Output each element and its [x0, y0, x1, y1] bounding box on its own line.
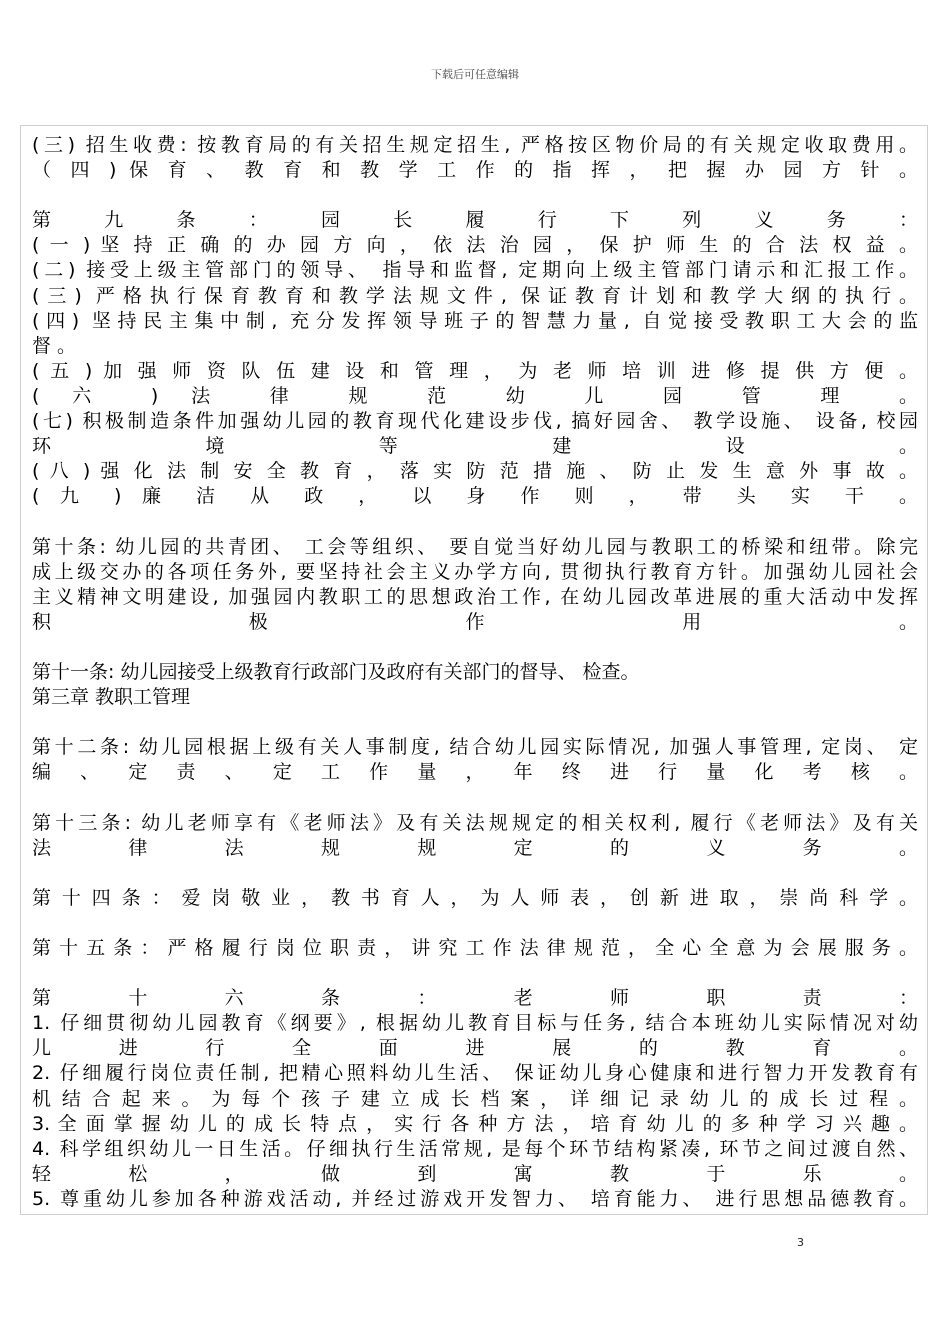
blank-line	[32, 961, 918, 986]
text-line: 编 、 定 责 、 定 工 作 量 ， 年 终 进 行 量 化 考 核 。	[32, 761, 918, 784]
text-line: 法 律 法 规 规 定 的 义 务 。	[32, 836, 918, 859]
text-line: (三) 严格执行保育教育和教学法规文件, 保证教育计划和教学大纲的执行。	[32, 284, 918, 307]
text-line: 2. 仔细履行岗位责任制, 把精心照料幼儿生活、 保证幼儿身心健康和进行智力开发教育有	[32, 1062, 918, 1085]
text-line: 第十三条: 幼儿老师享有《老师法》及有关法规规定的相关权利, 履行《老师法》及有关	[32, 811, 918, 834]
text-line: 1. 仔细贯彻幼儿园教育《纲要》, 根据幼儿教育目标与任务, 结合本班幼儿实际情况对幼	[32, 1012, 918, 1035]
page-header-note: 下载后可任意编辑	[431, 68, 519, 81]
blank-line	[32, 785, 918, 810]
blank-line	[32, 183, 918, 208]
text-line: ( 一 ) 坚 持 正 确 的 办 园 方 向 ， 依 法 治 园 ， 保 护 师 生 的 合 法 权 益 。	[32, 234, 918, 257]
text-line: (四) 坚持民主集中制, 充分发挥领导班子的智慧力量, 自觉接受教职工大会的监	[32, 309, 918, 332]
text-line: ( 八 ) 强 化 法 制 安 全 教 育 ， 落 实 防 范 措 施 、 防 止 发 生 意 外 事 故 。	[32, 460, 918, 483]
text-line: 第 十 四 条 ： 爱 岗 敬 业 ， 教 书 育 人 ， 为 人 师 表 ， 创 新 进 取 ， 崇 尚 科 学 。	[32, 886, 918, 909]
text-line: ( 六 ) 法 律 规 范 幼 儿 园 管 理 。	[32, 384, 918, 407]
text-line: 儿 进 行 全 面 进 展 的 教 育 。	[32, 1037, 918, 1060]
page-number: 3	[797, 1236, 804, 1249]
text-line: 3. 全 面 掌 握 幼 儿 的 成 长 特 点 ， 实 行 各 种 方 法 ， 培 育 幼 儿 的 多 种 学 习 兴 趣 。	[32, 1112, 918, 1135]
text-line: (三) 招生收费: 按教育局的有关招生规定招生, 严格按区物价局的有关规定收取费用。	[32, 134, 918, 156]
text-line: 积 极 作 用 。	[32, 610, 918, 633]
text-line: (七) 积极制造条件加强幼儿园的教育现代化建设步伐, 搞好园舍、 教学设施、 设备, 校园	[32, 410, 918, 433]
text-line: 督 。	[32, 334, 77, 357]
text-line: 第十二条: 幼儿园根据上级有关人事制度, 结合幼儿园实际情况, 加强人事管理, 定岗、 定	[32, 736, 918, 759]
text-line: 第三章 教职工管理	[32, 686, 191, 709]
blank-line	[32, 635, 918, 660]
text-line: ( 五 ) 加 强 师 资 队 伍 建 设 和 管 理 ， 为 老 师 培 训 进 修 提 供 方 便 。	[32, 359, 918, 382]
text-line: 第 十 五 条 ： 严 格 履 行 岗 位 职 责 ， 讲 究 工 作 法 律 规 范 ， 全 心 全 意 为 会 展 服 务 。	[32, 937, 918, 959]
text-line: 主义精神文明建设, 加强园内教职工的思想政治工作, 在幼儿园改革进展的重大活动中发挥	[32, 585, 918, 608]
text-line: 第十条: 幼儿园的共青团、 工会等组织、 要自觉当好幼儿园与教职工的桥梁和纽带。除完	[32, 535, 918, 558]
text-line: ( 九 ) 廉 洁 从 政 ， 以 身 作 则 ， 带 头 实 干 。	[32, 485, 918, 508]
text-line: 机 结 合 起 来 。 为 每 个 孩 子 建 立 成 长 档 案 ， 详 细 记 录 幼 儿 的 成 长 过 程 。	[32, 1087, 918, 1110]
text-line: 环 境 等 建 设 。	[32, 435, 918, 458]
text-line: (二) 接受上级主管部门的领导、 指导和监督, 定期向上级主管部门请示和汇报工作。	[32, 259, 918, 282]
text-line: 轻 松 ， 做 到 寓 教 于 乐 。	[32, 1162, 918, 1185]
text-line: 第 十 六 条 ： 老 师 职 责 ：	[32, 987, 918, 1010]
text-line: 4. 科学组织幼儿一日生活。仔细执行生活常规, 是每个环节结构紧凑, 环节之间过渡自然、	[32, 1137, 918, 1160]
text-line: 第十一条: 幼儿园接受上级教育行政部门及政府有关部门的督导、 检查。	[32, 660, 640, 683]
text-line: 第 九 条 ： 园 长 履 行 下 列 义 务 ：	[32, 209, 918, 232]
blank-line	[32, 710, 918, 735]
text-line: 成上级交办的各项任务外, 要坚持社会主义办学方向, 贯彻执行教育方针。加强幼儿园社会	[32, 560, 918, 583]
text-line: （ 四 ) 保 育 、 教 育 和 教 学 工 作 的 指 挥 ， 把 握 办 园 方 针 。	[32, 159, 918, 182]
blank-line	[32, 911, 918, 936]
document-body	[32, 133, 918, 1212]
blank-line	[32, 509, 918, 534]
text-line: 5. 尊重幼儿参加各种游戏活动, 并经过游戏开发智力、 培育能力、 进行思想品德教育。	[32, 1187, 918, 1210]
blank-line	[32, 861, 918, 886]
